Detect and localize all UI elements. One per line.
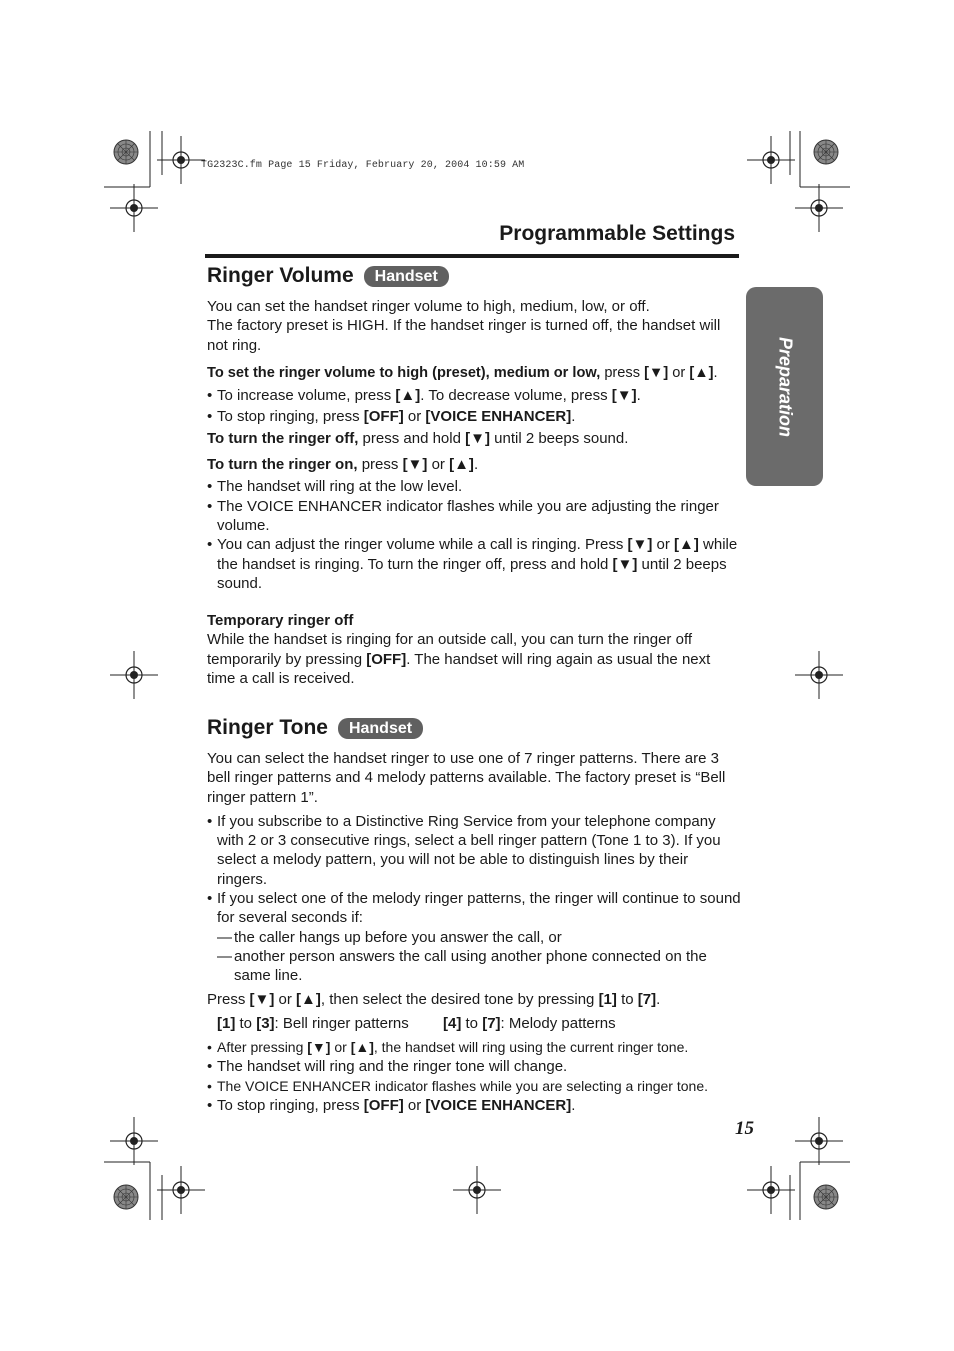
key: [7] [637, 990, 657, 1008]
dash-item [207, 928, 741, 947]
key: [▼] [402, 456, 428, 474]
text: press and hold [358, 429, 466, 447]
key: [▲] [449, 456, 474, 474]
text: to [235, 1014, 257, 1032]
ringer-tone-title: Ringer Tone [207, 716, 328, 739]
press-line [207, 990, 741, 1009]
text: . [713, 365, 718, 381]
key: [1] [598, 990, 617, 1008]
text: or [403, 1097, 426, 1115]
side-tab-preparation [746, 287, 823, 486]
key: [1] [217, 1014, 236, 1032]
text: To stop ringing, press [217, 1097, 364, 1115]
turn-off-line [207, 429, 741, 448]
text: , the handset will ring using the current ringer tone. [373, 1039, 689, 1056]
key: [OFF] [366, 650, 407, 668]
text: Press [207, 990, 250, 1008]
text: To stop ringing, press [217, 407, 364, 425]
option-bell [217, 1014, 443, 1033]
text: . To decrease volume, press [420, 387, 612, 405]
list-item: • If you subscribe to a Distinctive Ring Service from your telephone company with 2 or 3 consecutive rings, select a bell ringer pattern (Tone 1 to 3). If you select a melody pattern, you will not be able to distinguish lines by their ringers. [207, 812, 741, 889]
text: or [427, 456, 450, 474]
key: [▼] [612, 555, 638, 573]
dash-mark: — [217, 928, 232, 946]
key: [▼] [611, 387, 637, 405]
ringer-volume-heading [207, 264, 449, 288]
key: [▼] [307, 1039, 331, 1056]
text: You can adjust the ringer volume while a call is ringing. Press [217, 536, 628, 554]
text: . The handset will ring again as usual the next time a call is received. [207, 650, 711, 687]
key: [4] [443, 1014, 462, 1032]
ringer-tone-badge: Handset [338, 718, 423, 739]
ringer-tone-heading [207, 716, 423, 740]
key: [▼] [627, 536, 653, 554]
key: [▲] [296, 990, 321, 1008]
intro-line: The factory preset is HIGH. If the handset ringer is turned off, the handset will not ring. [207, 317, 721, 354]
bold-lead: To turn the ringer off, [207, 429, 359, 447]
option-melody [443, 1015, 616, 1032]
text: or [330, 1039, 351, 1056]
key: [3] [256, 1014, 275, 1032]
key: [7] [482, 1014, 501, 1032]
text: to [461, 1014, 483, 1032]
text: or [274, 990, 297, 1008]
key: [OFF] [363, 407, 404, 425]
list-item [207, 407, 741, 426]
dash-mark: — [217, 947, 232, 965]
text: . [571, 1097, 576, 1115]
intro-line: You can set the handset ringer volume to high, medium, low, or off. [207, 298, 650, 315]
text: the caller hangs up before you answer the call, or [234, 928, 562, 946]
list-item: • If you select one of the melody ringer patterns, the ringer will continue to sound for several seconds if: [207, 889, 741, 928]
key: [▲] [350, 1039, 374, 1056]
text: press [357, 456, 403, 474]
text: To increase volume, press [217, 387, 396, 405]
text: another person answers the call using another phone connected on the same line. [234, 947, 707, 985]
key: [VOICE ENHANCER] [425, 1097, 572, 1115]
temporary-ringer-off [207, 611, 741, 688]
text: press [600, 365, 645, 381]
text: or [403, 407, 426, 425]
text: to [616, 990, 638, 1008]
temporary-ringer-off-text [207, 630, 741, 688]
list-item: • The handset will ring at the low level. [207, 477, 741, 496]
file-header-line: TG2323C.fm Page 15 Friday, February 20, 2004 10:59 AM [201, 160, 525, 171]
text: or [668, 365, 690, 381]
list-item: • The handset will ring and the ringer tone will change. [207, 1057, 741, 1076]
key: [▲] [689, 365, 714, 381]
list-item [207, 1096, 741, 1115]
key: [▼] [644, 365, 669, 381]
ringer-volume-badge: Handset [364, 266, 449, 287]
text: while the handset is ringing. To turn the ringer off, press and hold [217, 536, 738, 573]
list-item [207, 386, 741, 405]
text: , then select the desired tone by pressing [320, 990, 599, 1008]
dash-item [207, 947, 741, 986]
key: [▲] [395, 387, 421, 405]
text: . [473, 456, 479, 474]
bold-lead: To set the ringer volume to high (preset), medium or low, [207, 365, 601, 381]
ringer-tone-intro: You can select the handset ringer to use one of 7 ringer patterns. There are 3 bell ringer patterns and 4 melody patterns available. The factory preset is “Bell ringer pattern 1”. [207, 750, 726, 806]
text: While the handset is ringing for an outside call, you can turn the ringer off temporarily by pressing [207, 631, 693, 668]
side-tab-label: Preparation [775, 336, 795, 437]
turn-on-line [207, 455, 741, 474]
ringer-volume-intro [207, 297, 741, 355]
list-item [207, 535, 741, 593]
text: until 2 beeps sound. [217, 555, 727, 592]
text: or [652, 536, 675, 554]
bold-lead: To turn the ringer on, [207, 456, 358, 474]
key: [▼] [465, 429, 490, 447]
ringer-volume-instructions [207, 364, 741, 593]
temporary-ringer-off-title [207, 611, 741, 630]
text: . [571, 407, 576, 425]
key: [▼] [249, 990, 275, 1008]
title-rule [205, 254, 739, 258]
list-item [207, 1038, 741, 1057]
key: [▲] [674, 536, 699, 554]
list-item: • The VOICE ENHANCER indicator flashes while you are selecting a ringer tone. [207, 1077, 741, 1096]
set-volume-line [207, 364, 741, 383]
text: . [656, 990, 661, 1008]
key: [VOICE ENHANCER] [425, 407, 572, 425]
subheading: Temporary ringer off [207, 612, 354, 629]
ringer-volume-title: Ringer Volume [207, 264, 354, 287]
text: : Melody patterns [500, 1014, 616, 1032]
text: : Bell ringer patterns [274, 1014, 409, 1032]
text: After pressing [217, 1039, 308, 1056]
ringer-tone-body [207, 749, 741, 1115]
section-title: Programmable Settings [499, 222, 735, 245]
text: . [636, 387, 641, 405]
pattern-options [207, 1014, 741, 1033]
page-number: 15 [735, 1118, 754, 1139]
key: [OFF] [363, 1097, 404, 1115]
list-item: • The VOICE ENHANCER indicator flashes while you are adjusting the ringer volume. [207, 497, 741, 536]
text: until 2 beeps sound. [489, 429, 629, 447]
